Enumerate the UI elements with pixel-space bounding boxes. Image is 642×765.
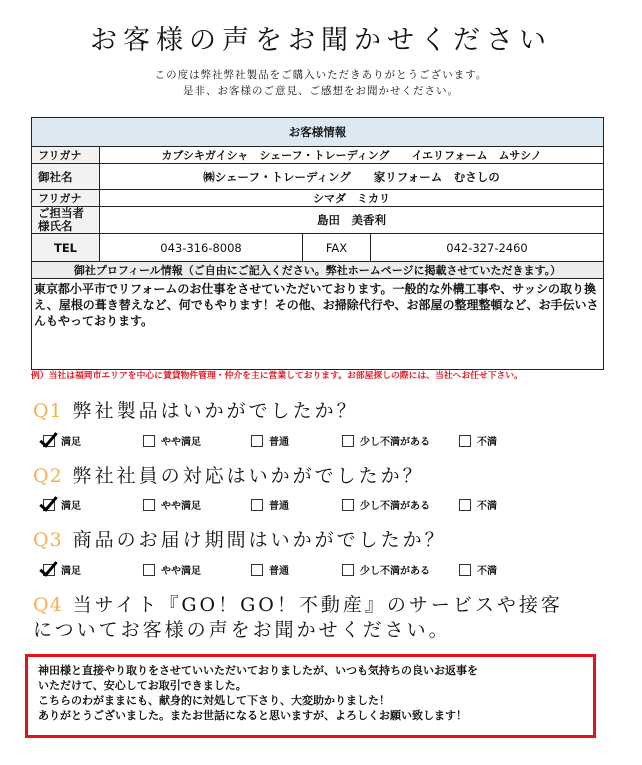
person-furigana: シマダ ミカリ	[100, 190, 604, 207]
question-number: Q1	[33, 400, 63, 422]
customer-comment-box	[25, 654, 596, 738]
option-dissatisfied[interactable]: 不満	[459, 562, 497, 577]
option-slightly-dissatisfied[interactable]: 少し不満がある	[342, 562, 430, 577]
checkbox[interactable]	[342, 564, 354, 576]
tel-value: 043-316-8008	[100, 234, 303, 262]
option-dissatisfied[interactable]: 不満	[459, 433, 497, 448]
option-somewhat-satisfied[interactable]: やや満足	[143, 562, 201, 577]
checkbox-checked[interactable]	[43, 564, 55, 576]
question-3	[33, 525, 447, 552]
option-neutral[interactable]: 普通	[251, 497, 289, 512]
checkbox[interactable]	[342, 435, 354, 447]
checkbox[interactable]	[143, 499, 155, 511]
customer-info-table	[31, 117, 604, 370]
company-furigana: カブシキガイシャ シェーフ・トレーディング イエリフォーム ムサシノ	[100, 147, 604, 164]
question-text: 弊社製品はいかがでしたか？	[72, 400, 359, 422]
checkbox[interactable]	[459, 564, 471, 576]
company-name: ㈱シェーフ・トレーディング 家リフォーム むさしの	[100, 164, 604, 190]
checkbox[interactable]	[251, 435, 263, 447]
fax-label: FAX	[303, 234, 371, 262]
option-dissatisfied[interactable]: 不満	[459, 497, 497, 512]
question-text: 弊社社員の対応はいかがでしたか？	[72, 465, 425, 487]
question-4	[33, 593, 563, 643]
question-text-line-1: 当サイト『GO！GO！不動産』のサービスや接客	[72, 594, 563, 616]
option-somewhat-satisfied[interactable]: やや満足	[143, 433, 201, 448]
checkbox[interactable]	[459, 499, 471, 511]
option-neutral[interactable]: 普通	[251, 562, 289, 577]
person-furigana-label: フリガナ	[32, 190, 100, 207]
question-number: Q3	[33, 529, 63, 551]
profile-text: 東京都小平市でリフォームのお仕事をさせていただいております。一般的な外構工事や、サッシの取り換え、屋根の葺き替えなど、何でもやります！その他、お掃除代行や、お部屋の整理整頓など、お手伝いさんもやっております。	[32, 279, 604, 370]
intro-line-2: 是非、お客様のご意見、ご感想をお聞かせください。	[183, 85, 459, 97]
question-number: Q4	[33, 594, 63, 616]
company-furigana-label: フリガナ	[32, 147, 100, 164]
option-neutral[interactable]: 普通	[251, 433, 289, 448]
question-1	[33, 396, 359, 423]
checkbox-checked[interactable]	[43, 499, 55, 511]
option-slightly-dissatisfied[interactable]: 少し不満がある	[342, 433, 430, 448]
comment-line: ありがとうございました。またお世話になると思いますが、よろしくお願い致します！	[38, 709, 467, 722]
option-satisfied[interactable]: 満足	[43, 562, 81, 577]
checkbox[interactable]	[251, 499, 263, 511]
example-note: 例）当社は福岡市エリアを中心に賃貸物件管理・仲介を主に営業しております。お部屋探しの際には、当社へお任せ下さい。	[31, 371, 523, 381]
option-slightly-dissatisfied[interactable]: 少し不満がある	[342, 497, 430, 512]
tel-label: TEL	[32, 234, 100, 262]
person-name-label: ご担当者様氏名	[32, 207, 100, 234]
checkbox[interactable]	[251, 564, 263, 576]
question-text-line-2: についてお客様の声をお聞かせください。	[33, 619, 451, 641]
comment-line: いただけて、安心してお取引できました。	[38, 679, 247, 692]
checkbox-checked[interactable]	[43, 435, 55, 447]
option-satisfied[interactable]: 満足	[43, 433, 81, 448]
profile-header: 御社プロフィール情報（ご自由にご記入ください。弊社ホームページに掲載させていただきます。）	[32, 262, 604, 279]
option-satisfied[interactable]: 満足	[43, 497, 81, 512]
comment-line: 神田様と直接やり取りをさせていいただいておりましたが、いつも気持ちの良いお返事を	[38, 664, 478, 677]
comment-line: こちらのわがままにも、献身的に対処して下さり、大変助かりました！	[38, 694, 390, 707]
page-title: お客様の声をお聞かせください	[90, 25, 552, 56]
question-2	[33, 461, 425, 488]
question-text: 商品のお届け期間はいかがでしたか？	[72, 529, 447, 551]
customer-info-header: お客様情報	[32, 118, 604, 147]
checkbox[interactable]	[143, 435, 155, 447]
checkbox[interactable]	[342, 499, 354, 511]
checkbox[interactable]	[143, 564, 155, 576]
intro-line-1: この度は弊社弊社製品をご購入いただきありがとうございます。	[154, 69, 488, 81]
person-name: 島田 美香利	[100, 207, 604, 234]
fax-value: 042-327-2460	[371, 234, 604, 262]
company-name-label: 御社名	[32, 164, 100, 190]
checkbox[interactable]	[459, 435, 471, 447]
option-somewhat-satisfied[interactable]: やや満足	[143, 497, 201, 512]
question-number: Q2	[33, 465, 63, 487]
